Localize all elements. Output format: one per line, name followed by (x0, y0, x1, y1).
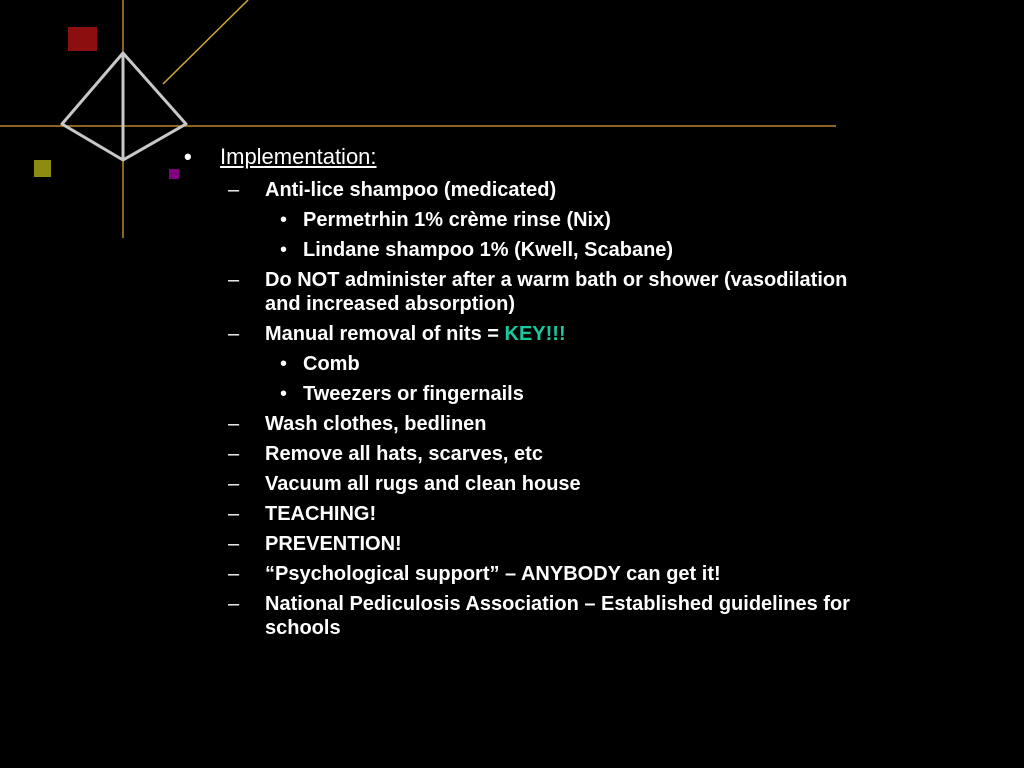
bullet-marker: • (280, 353, 288, 375)
slide-content (180, 140, 960, 640)
list-item (180, 442, 960, 466)
bullet-marker: • (280, 239, 288, 261)
olive-square (34, 160, 51, 177)
gold-diagonal-line (163, 0, 248, 84)
dash-marker: – (228, 593, 240, 615)
list-item (180, 268, 960, 316)
item-text: Comb (303, 353, 360, 375)
key-highlight: KEY!!! (504, 323, 566, 345)
slide-heading: Implementation: (220, 144, 377, 169)
list-item (180, 352, 960, 376)
heading-item (180, 142, 960, 172)
dash-marker: – (228, 503, 240, 525)
dash-marker: – (228, 533, 240, 555)
item-text: Lindane shampoo 1% (Kwell, Scabane) (303, 239, 674, 261)
list-item (180, 502, 960, 526)
item-text: Permetrhin 1% crème rinse (Nix) (303, 209, 611, 231)
red-square (68, 27, 97, 51)
pyramid-icon (62, 53, 186, 160)
item-text-continued: and increased absorption) (265, 293, 516, 315)
list-item (180, 322, 960, 346)
item-text: National Pediculosis Association – Established guidelines for (265, 593, 850, 615)
item-text: TEACHING! (265, 503, 377, 525)
item-text: Remove all hats, scarves, etc (265, 443, 543, 465)
dash-marker: – (228, 443, 240, 465)
bullet-marker: • (280, 209, 288, 231)
dash-marker: – (228, 563, 240, 585)
list-item (180, 532, 960, 556)
dash-marker: – (228, 269, 240, 291)
item-text: Manual removal of nits = (265, 323, 505, 345)
item-text: PREVENTION! (265, 533, 402, 555)
list-item (180, 178, 960, 202)
bullet-marker: • (280, 383, 288, 405)
item-text: Anti-lice shampoo (medicated) (265, 179, 557, 201)
list-item (180, 382, 960, 406)
dash-marker: – (228, 413, 240, 435)
dash-marker: – (228, 323, 240, 345)
item-text: Vacuum all rugs and clean house (265, 473, 581, 495)
purple-square (169, 169, 179, 179)
list-item (180, 412, 960, 436)
list-item (180, 562, 960, 586)
list-item (180, 472, 960, 496)
list-item (180, 208, 960, 232)
dash-marker: – (228, 179, 240, 201)
dash-marker: – (228, 473, 240, 495)
bullet-marker: • (184, 144, 192, 169)
item-text: Do NOT administer after a warm bath or shower (vasodilation (265, 269, 848, 291)
list-item (180, 592, 960, 640)
item-text: “Psychological support” – ANYBODY can get it! (265, 563, 721, 585)
item-text: Wash clothes, bedlinen (265, 413, 487, 435)
list-item (180, 238, 960, 262)
item-text-continued: schools (265, 617, 341, 639)
item-text: Tweezers or fingernails (303, 383, 524, 405)
